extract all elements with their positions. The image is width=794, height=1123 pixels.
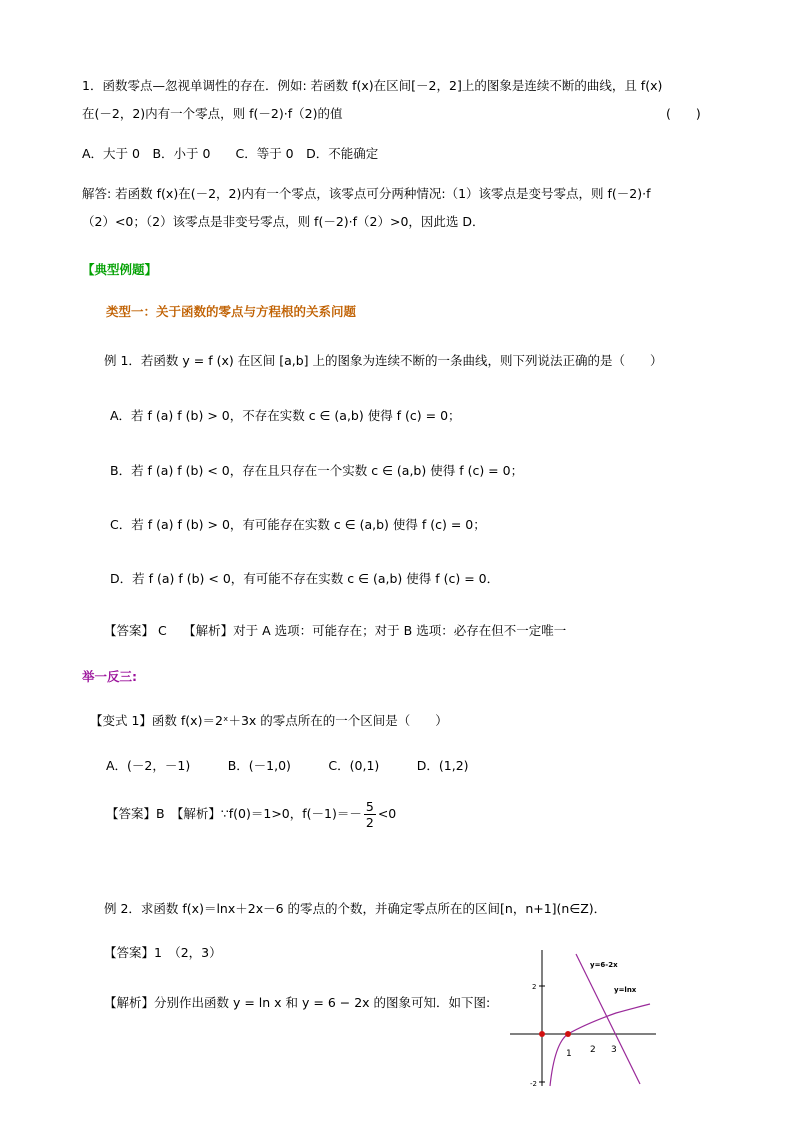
root-point: [565, 1031, 571, 1037]
fraction: [364, 799, 376, 830]
label-log: y=lnx: [614, 986, 637, 994]
ex2-analysis: 【解析】分别作出函数 y = ln x 和 y = 6 − 2x 的图象可知．如下图:: [104, 995, 491, 1010]
ex2-stem: 例 2．求函数 f(x)＝lnx＋2x－6 的零点的个数，并确定零点所在的区间[n，n+1](n∈Z)．: [104, 901, 607, 916]
x-tick-label-2: 2: [590, 1045, 596, 1055]
fraction-denominator: 2: [365, 815, 374, 830]
fraction-numerator: 5: [365, 799, 374, 814]
ex1-option-b: B．若 f (a) f (b) < 0，存在且只存在一个实数 c ∈ (a,b) 使得 f (c) = 0；: [110, 463, 524, 478]
var1-stem: 【变式 1】函数 f(x)＝2ˣ＋3x 的零点所在的一个区间是（ ）: [90, 713, 448, 728]
x-tick-label-1: 1: [566, 1049, 572, 1059]
q1-answer-line2: （2）<0；（2）该零点是非变号零点，则 f(－2)·f（2）>0，因此选 D．: [82, 214, 485, 229]
origin-point: [539, 1031, 545, 1037]
y-tick-label-top: 2: [532, 983, 537, 991]
ex2-answer: 【答案】1 （2，3）: [104, 945, 222, 960]
var1-answer-prefix: 【答案】B 【解析】∵f(0)＝1>0，f(－1)＝－: [106, 806, 362, 821]
q1-bracket: ( ): [666, 106, 701, 121]
function-graph: [510, 948, 660, 1088]
q1-answer-line1: 解答: 若函数 f(x)在(－2，2)内有一个零点，该零点可分两种情况:（1）该零点是变号零点，则 f(－2)·f: [82, 186, 651, 201]
y-tick-label-bottom: -2: [530, 1080, 537, 1088]
practice-title: 举一反三:: [82, 669, 137, 684]
ex1-answer: 【答案】 C 【解析】对于 A 选项：可能存在；对于 B 选项：必存在但不一定唯一: [104, 623, 567, 638]
ex1-option-d: D．若 f (a) f (b) < 0，有可能不存在实数 c ∈ (a,b) 使得 f (c) = 0．: [110, 571, 500, 586]
linear-line: [576, 954, 640, 1084]
ex1-option-a: A．若 f (a) f (b) > 0，不存在实数 c ∈ (a,b) 使得 f (c) = 0；: [110, 408, 461, 423]
label-line: y=6-2x: [590, 961, 618, 969]
var1-answer: [106, 798, 396, 830]
q1-line1: 1．函数零点—忽视单调性的存在．例如: 若函数 f(x)在区间[－2，2]上的图象是连续不断的曲线，且 f(x): [82, 78, 663, 93]
ex1-option-c: C．若 f (a) f (b) > 0，有可能存在实数 c ∈ (a,b) 使得 f (c) = 0；: [110, 517, 486, 532]
x-tick-label-3: 3: [611, 1045, 617, 1055]
section-title: 【典型例题】: [82, 262, 158, 277]
ex1-stem: 例 1．若函数 y = f (x) 在区间 [a,b] 上的图象为连续不断的一条曲线，则下列说法正确的是（ ）: [104, 353, 663, 368]
var1-answer-suffix: <0: [377, 806, 397, 821]
q1-options: A．大于 0 B．小于 0 C．等于 0 D．不能确定: [82, 146, 379, 161]
type1-title: 类型一：关于函数的零点与方程根的关系问题: [106, 304, 357, 319]
q1-line2: 在(－2，2)内有一个零点，则 f(－2)·f（2)的值: [82, 106, 343, 121]
var1-options: A．(－2，－1) B．(－1,0) C．(0,1) D．(1,2): [106, 758, 469, 773]
